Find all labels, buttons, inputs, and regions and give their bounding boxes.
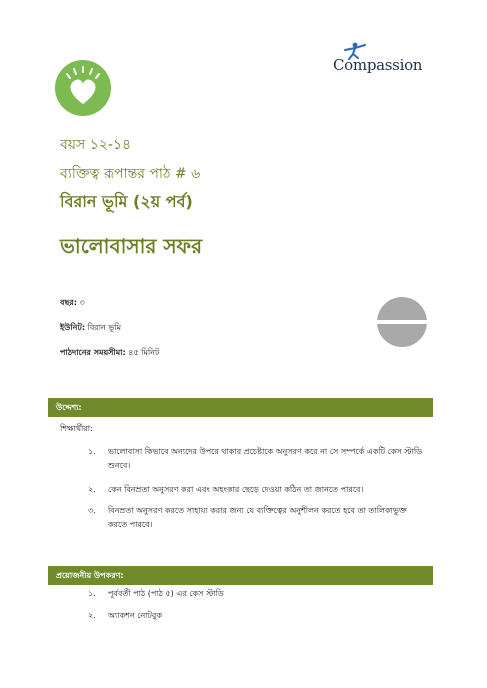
meta-time [60,347,159,360]
unit-value: বিরান ভূমি [87,323,122,332]
year-value: ৩ [79,298,85,307]
logo-text: Compassion [333,56,423,74]
objective-item [88,504,433,532]
material-item [88,587,433,601]
item-number: ১. [88,589,96,598]
item-text: অ্যাকশন নোটবুক [108,611,162,620]
item-number: ২. [88,485,96,494]
meta-year [60,297,85,310]
item-text: ভালোবাসা কিভাবে অন্যদের উপরে থাকার প্রচেষ্টাকে অনুসরণ করে না সে সম্পর্কে একটি কেস স্টাডি শুনবে। [108,447,423,470]
lesson-number: ব্যক্তিত্ব রূপান্তর পাঠ # ৬ [60,166,201,182]
age-range: বয়স ১২-১৪ [60,137,132,153]
lesson-subtitle: বিরান ভূমি (২য় পর্ব) [60,192,193,211]
item-text: পূর্ববর্তী পাঠ (পাঠ ৫) এর কেস স্টাডি [108,589,224,598]
objectives-heading: উদ্দেশ্য: [48,398,433,417]
disc-icon [377,297,427,347]
compassion-logo [333,42,433,78]
item-number: ১. [88,447,96,456]
item-number: ২. [88,611,96,620]
objective-item [88,445,433,473]
item-text: বিনম্রতা অনুসরণ করতে সাহায্য করার জন্য যে ব্যক্তিত্বের অনুশীলন করতে হবে তা তালিকাভুক্ত করতে পারবে। [108,506,407,529]
lesson-title: ভালোবাসার সফর [60,234,203,258]
objective-item [88,483,433,497]
item-text: কেন বিনম্রতা অনুসরণ করা এবং অহংকার ছেড়ে দেওয়া কঠিন তা জানতে পারবে। [108,485,364,494]
time-value: ৪৫ মিনিট [128,348,160,357]
item-number: ৩. [88,506,96,515]
objectives-intro: শিক্ষার্থীরা: [60,424,93,433]
material-item [88,609,433,623]
time-label: পাঠদানের সময়সীমা: [60,348,126,357]
materials-heading: প্রয়োজনীয় উপকরণ: [48,566,433,585]
heart-badge-icon [55,60,111,116]
year-label: বছর: [60,298,77,307]
unit-label: ইউনিট: [60,323,86,332]
meta-unit [60,322,121,335]
